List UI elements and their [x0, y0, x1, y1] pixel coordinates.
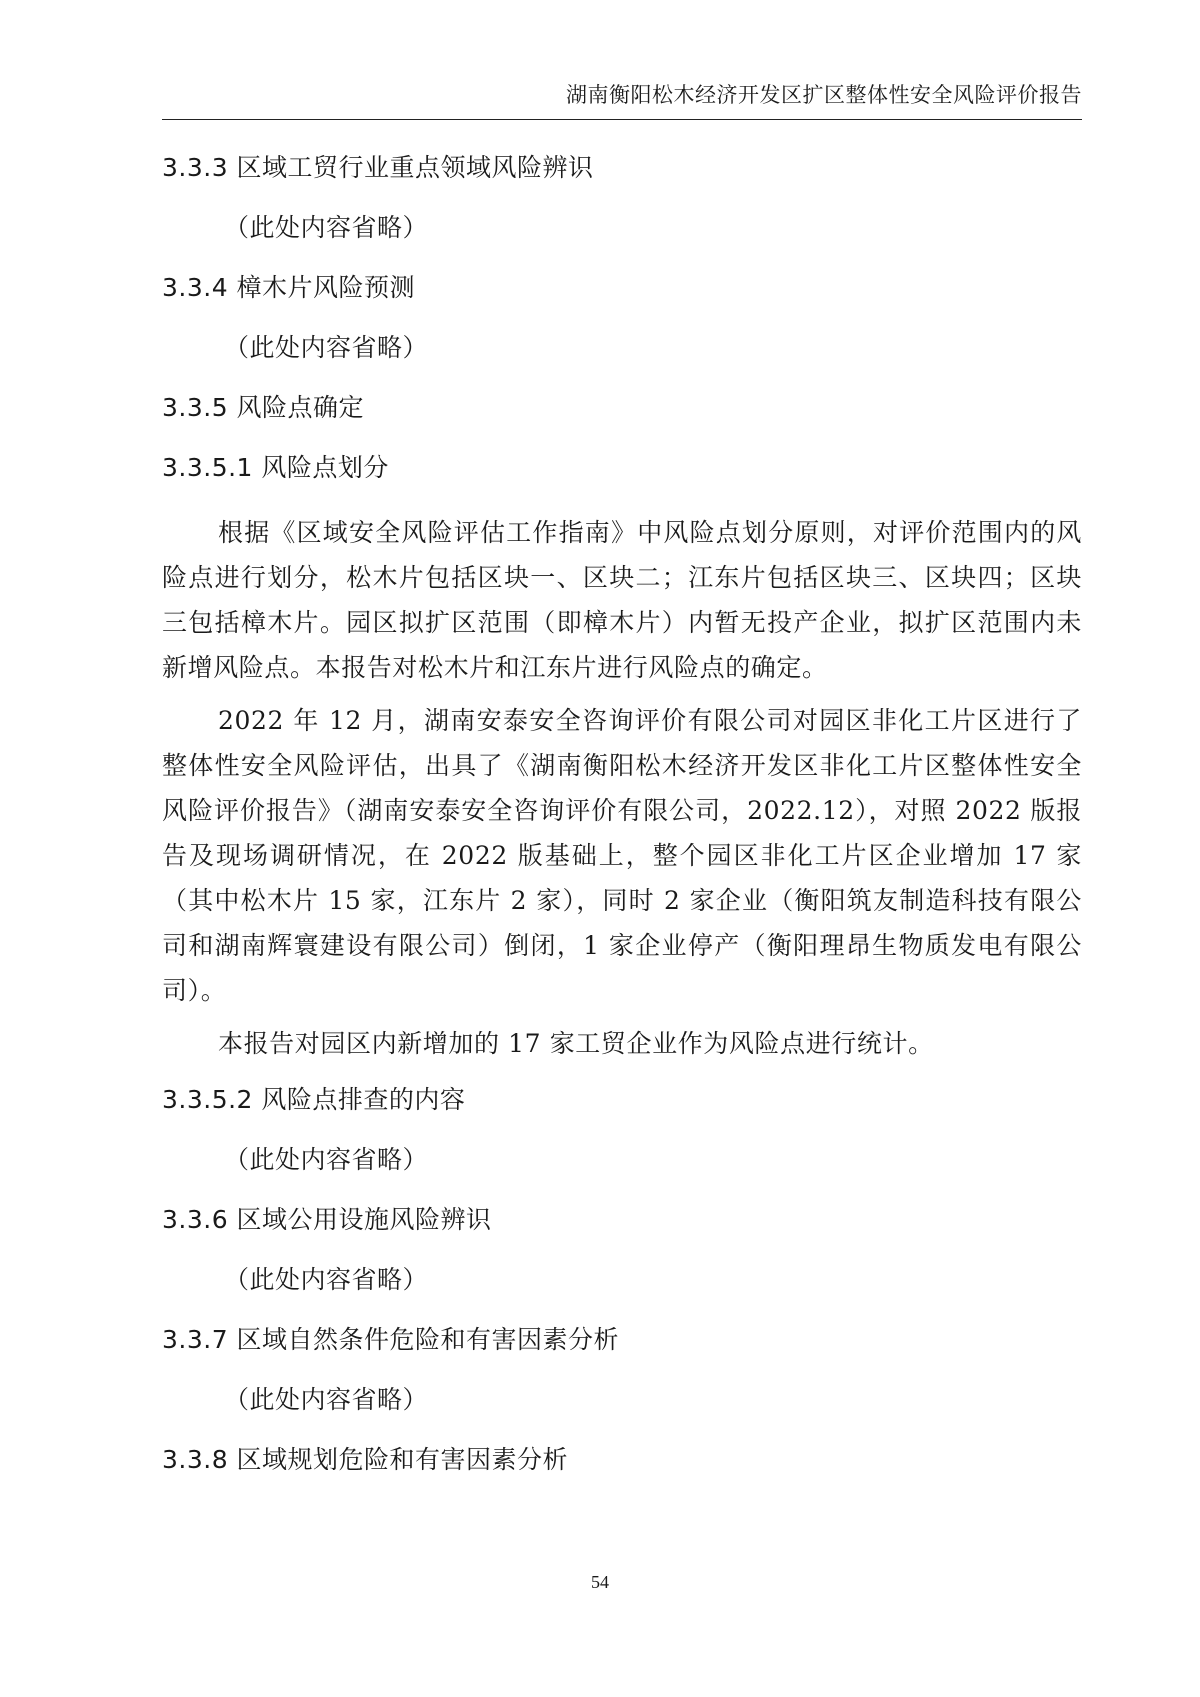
body-paragraph: 根据《区域安全风险评估工作指南》中风险点划分原则，对评价范围内的风险点进行划分，松木片包括区块一、区块二；江东片包括区块三、区块四；区块三包括樟木片。园区拟扩区范围（即樟木片）内暂无投产企业，拟扩区范围内未新增风险点。本报告对松木片和江东片进行风险点的确定。: [162, 518, 1082, 682]
omitted-note: （此处内容省略）: [224, 1265, 429, 1294]
body-paragraph: 本报告对园区内新增加的 17 家工贸企业作为风险点进行统计。: [218, 1029, 934, 1058]
omitted-note: （此处内容省略）: [224, 1145, 429, 1174]
section-heading-3-3-6: 3.3.6 区域公用设施风险辨识: [162, 1205, 492, 1234]
section-heading-3-3-5: 3.3.5 风险点确定: [162, 393, 365, 422]
section-heading-3-3-8: 3.3.8 区域规划危险和有害因素分析: [162, 1445, 569, 1474]
page-header: [162, 83, 1082, 120]
section-heading-3-3-4: 3.3.4 樟木片风险预测: [162, 273, 416, 302]
omitted-note: （此处内容省略）: [224, 1385, 429, 1414]
section-heading-3-3-5-2: 3.3.5.2 风险点排查的内容: [162, 1085, 466, 1114]
omitted-note: （此处内容省略）: [224, 333, 429, 362]
page-number: 54: [591, 1572, 609, 1592]
section-heading-3-3-5-1: 3.3.5.1 风险点划分: [162, 453, 389, 482]
section-heading-3-3-7: 3.3.7 区域自然条件危险和有害因素分析: [162, 1325, 620, 1354]
body-paragraph: 2022 年 12 月，湖南安泰安全咨询评价有限公司对园区非化工片区进行了整体性安全风险评估，出具了《湖南衡阳松木经济开发区非化工片区整体性安全风险评价报告》（湖南安泰安全咨询评价有限公司，2022.12），对照 2022 版报告及现场调研情况，在 2022 版基础上，整个园区非化工片区企业增加 17 家（其中松木片 15 家，江东片 2 家），同时 2 家企业（衡阳筑友制造科技有限公司和湖南辉寰建设有限公司）倒闭，1 家企业停产（衡阳理昂生物质发电有限公司）。: [162, 706, 1082, 1005]
header-title: 湖南衡阳松木经济开发区扩区整体性安全风险评价报告: [566, 83, 1082, 107]
page-content: [162, 150, 1082, 1502]
section-heading-3-3-3: 3.3.3 区域工贸行业重点领域风险辨识: [162, 153, 594, 182]
omitted-note: （此处内容省略）: [224, 213, 429, 242]
